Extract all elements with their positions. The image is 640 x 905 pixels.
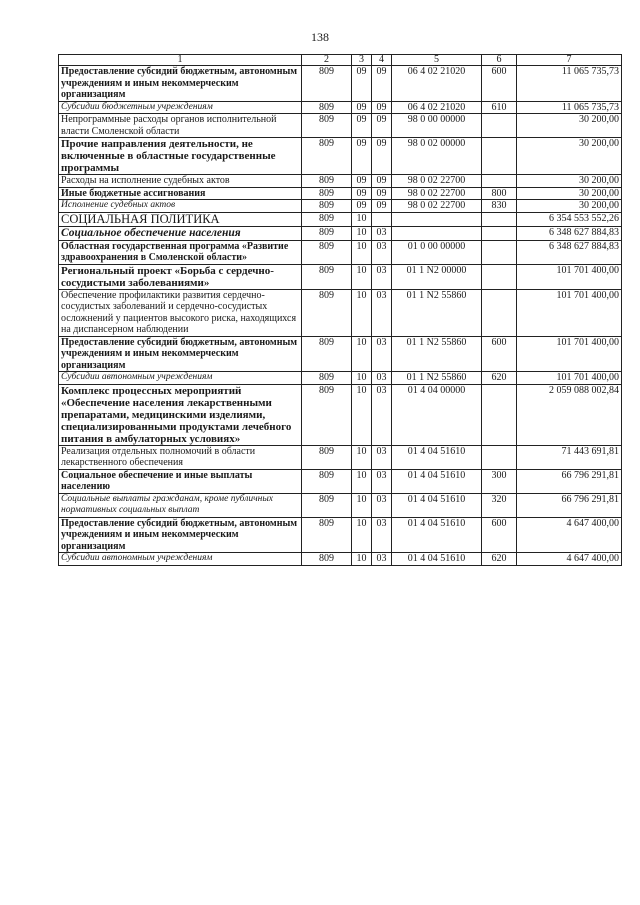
item-name-cell: Комплекс процессных мероприятий «Обеспечение населения лекарственными препаратами, медицинскими изделиями, специализированными продуктами лечебного питания в амбулаторных условиях» (59, 384, 302, 445)
target-article-cell: 01 1 N2 00000 (392, 264, 482, 289)
amount-cell: 66 796 291,81 (517, 493, 622, 517)
ministry-code-cell: 809 (302, 384, 352, 445)
expense-type-cell (482, 445, 517, 469)
table-row (59, 493, 622, 517)
item-name-cell: Обеспечение профилактики развития сердечно-сосудистых заболеваний и сердечно-сосудистых осложнений у пациентов высокого риска, находящихся на диспансерном наблюдении (59, 289, 302, 336)
expense-type-cell: 620 (482, 372, 517, 385)
amount-cell: 101 701 400,00 (517, 336, 622, 372)
ministry-code-cell: 809 (302, 372, 352, 385)
item-name-cell: Прочие направления деятельности, не включенные в областные государственные программы (59, 138, 302, 175)
subsection-code-cell: 09 (372, 114, 392, 138)
expense-type-cell (482, 114, 517, 138)
page-number: 138 (311, 30, 329, 44)
header-cell: 3 (352, 55, 372, 66)
amount-cell: 30 200,00 (517, 175, 622, 188)
section-code-cell: 10 (352, 240, 372, 264)
section-code-cell: 09 (352, 138, 372, 175)
table-row (59, 212, 622, 226)
item-name-cell: Иные бюджетные ассигнования (59, 187, 302, 200)
amount-cell: 4 647 400,00 (517, 553, 622, 566)
item-name-cell: Субсидии бюджетным учреждениям (59, 101, 302, 114)
target-article-cell: 98 0 02 22700 (392, 175, 482, 188)
table-row (59, 553, 622, 566)
section-code-cell: 10 (352, 372, 372, 385)
amount-cell: 30 200,00 (517, 138, 622, 175)
table-row (59, 101, 622, 114)
table-row (59, 384, 622, 445)
ministry-code-cell: 809 (302, 187, 352, 200)
header-row (59, 55, 622, 66)
item-name-cell: Социальное обеспечение и иные выплаты населению (59, 469, 302, 493)
item-name-cell: Социальное обеспечение населения (59, 226, 302, 240)
table-row (59, 469, 622, 493)
ministry-code-cell: 809 (302, 101, 352, 114)
expense-type-cell: 600 (482, 66, 517, 102)
subsection-code-cell: 03 (372, 372, 392, 385)
item-name-cell: Предоставление субсидий бюджетным, автономным учреждениям и иным некоммерческим организациям (59, 336, 302, 372)
table-row (59, 114, 622, 138)
ministry-code-cell: 809 (302, 226, 352, 240)
ministry-code-cell: 809 (302, 469, 352, 493)
section-code-cell: 10 (352, 264, 372, 289)
item-name-cell: Реализация отдельных полномочий в области лекарственного обеспечения (59, 445, 302, 469)
subsection-code-cell: 03 (372, 226, 392, 240)
subsection-code-cell: 03 (372, 264, 392, 289)
amount-cell: 6 348 627 884,83 (517, 240, 622, 264)
header-cell: 6 (482, 55, 517, 66)
subsection-code-cell: 09 (372, 187, 392, 200)
item-name-cell: Областная государственная программа «Развитие здравоохранения в Смоленской области» (59, 240, 302, 264)
section-code-cell: 09 (352, 66, 372, 102)
amount-cell: 4 647 400,00 (517, 517, 622, 553)
item-name-cell: СОЦИАЛЬНАЯ ПОЛИТИКА (59, 212, 302, 226)
target-article-cell: 01 4 04 51610 (392, 493, 482, 517)
amount-cell: 71 443 691,81 (517, 445, 622, 469)
target-article-cell: 01 4 04 00000 (392, 384, 482, 445)
section-code-cell: 10 (352, 289, 372, 336)
section-code-cell: 09 (352, 114, 372, 138)
ministry-code-cell: 809 (302, 240, 352, 264)
ministry-code-cell: 809 (302, 66, 352, 102)
target-article-cell: 01 1 N2 55860 (392, 336, 482, 372)
item-name-cell: Исполнение судебных актов (59, 200, 302, 213)
target-article-cell: 01 1 N2 55860 (392, 289, 482, 336)
expense-type-cell (482, 212, 517, 226)
target-article-cell (392, 226, 482, 240)
ministry-code-cell: 809 (302, 114, 352, 138)
ministry-code-cell: 809 (302, 493, 352, 517)
section-code-cell: 10 (352, 553, 372, 566)
item-name-cell: Расходы на исполнение судебных актов (59, 175, 302, 188)
amount-cell: 6 354 553 552,26 (517, 212, 622, 226)
amount-cell: 30 200,00 (517, 114, 622, 138)
section-code-cell: 10 (352, 336, 372, 372)
section-code-cell: 09 (352, 101, 372, 114)
ministry-code-cell: 809 (302, 517, 352, 553)
header-cell: 7 (517, 55, 622, 66)
table-row (59, 445, 622, 469)
budget-table (58, 54, 622, 566)
item-name-cell: Региональный проект «Борьба с сердечно-сосудистыми заболеваниями» (59, 264, 302, 289)
target-article-cell: 01 4 04 51610 (392, 553, 482, 566)
section-code-cell: 10 (352, 212, 372, 226)
expense-type-cell: 620 (482, 553, 517, 566)
subsection-code-cell: 09 (372, 101, 392, 114)
item-name-cell: Субсидии автономным учреждениям (59, 553, 302, 566)
target-article-cell: 98 0 02 22700 (392, 187, 482, 200)
header-cell: 4 (372, 55, 392, 66)
target-article-cell: 98 0 02 22700 (392, 200, 482, 213)
amount-cell: 6 348 627 884,83 (517, 226, 622, 240)
subsection-code-cell: 03 (372, 553, 392, 566)
section-code-cell: 10 (352, 493, 372, 517)
section-code-cell: 10 (352, 384, 372, 445)
item-name-cell: Социальные выплаты гражданам, кроме публичных нормативных социальных выплат (59, 493, 302, 517)
expense-type-cell: 800 (482, 187, 517, 200)
ministry-code-cell: 809 (302, 138, 352, 175)
table-row (59, 66, 622, 102)
amount-cell: 66 796 291,81 (517, 469, 622, 493)
subsection-code-cell: 03 (372, 469, 392, 493)
subsection-code-cell: 03 (372, 240, 392, 264)
header-cell: 5 (392, 55, 482, 66)
subsection-code-cell: 03 (372, 517, 392, 553)
ministry-code-cell: 809 (302, 264, 352, 289)
expense-type-cell: 320 (482, 493, 517, 517)
subsection-code-cell: 03 (372, 445, 392, 469)
amount-cell: 30 200,00 (517, 187, 622, 200)
target-article-cell: 98 0 02 00000 (392, 138, 482, 175)
ministry-code-cell: 809 (302, 289, 352, 336)
expense-type-cell: 600 (482, 517, 517, 553)
target-article-cell: 06 4 02 21020 (392, 101, 482, 114)
ministry-code-cell: 809 (302, 212, 352, 226)
section-code-cell: 10 (352, 445, 372, 469)
table-row (59, 264, 622, 289)
target-article-cell: 98 0 00 00000 (392, 114, 482, 138)
section-code-cell: 09 (352, 175, 372, 188)
item-name-cell: Предоставление субсидий бюджетным, автономным учреждениям и иным некоммерческим организациям (59, 66, 302, 102)
amount-cell: 101 701 400,00 (517, 372, 622, 385)
table-row (59, 138, 622, 175)
section-code-cell: 09 (352, 187, 372, 200)
ministry-code-cell: 809 (302, 336, 352, 372)
subsection-code-cell (372, 212, 392, 226)
table-row (59, 240, 622, 264)
expense-type-cell: 830 (482, 200, 517, 213)
target-article-cell: 01 4 04 51610 (392, 445, 482, 469)
amount-cell: 11 065 735,73 (517, 101, 622, 114)
header-cell: 1 (59, 55, 302, 66)
expense-type-cell (482, 240, 517, 264)
target-article-cell (392, 212, 482, 226)
subsection-code-cell: 09 (372, 200, 392, 213)
expense-type-cell (482, 226, 517, 240)
subsection-code-cell: 03 (372, 384, 392, 445)
expense-type-cell (482, 138, 517, 175)
target-article-cell: 01 1 N2 55860 (392, 372, 482, 385)
subsection-code-cell: 03 (372, 336, 392, 372)
expense-type-cell (482, 289, 517, 336)
amount-cell: 2 059 088 002,84 (517, 384, 622, 445)
item-name-cell: Предоставление субсидий бюджетным, автономным учреждениям и иным некоммерческим организациям (59, 517, 302, 553)
ministry-code-cell: 809 (302, 175, 352, 188)
amount-cell: 11 065 735,73 (517, 66, 622, 102)
ministry-code-cell: 809 (302, 553, 352, 566)
item-name-cell: Непрограммные расходы органов исполнительной власти Смоленской области (59, 114, 302, 138)
table-row (59, 187, 622, 200)
expense-type-cell: 600 (482, 336, 517, 372)
target-article-cell: 06 4 02 21020 (392, 66, 482, 102)
table-row (59, 226, 622, 240)
section-code-cell: 10 (352, 226, 372, 240)
table-row (59, 372, 622, 385)
amount-cell: 101 701 400,00 (517, 264, 622, 289)
table-row (59, 517, 622, 553)
amount-cell: 101 701 400,00 (517, 289, 622, 336)
amount-cell: 30 200,00 (517, 200, 622, 213)
expense-type-cell (482, 384, 517, 445)
item-name-cell: Субсидии автономным учреждениям (59, 372, 302, 385)
subsection-code-cell: 03 (372, 493, 392, 517)
section-code-cell: 10 (352, 469, 372, 493)
subsection-code-cell: 09 (372, 138, 392, 175)
ministry-code-cell: 809 (302, 445, 352, 469)
section-code-cell: 09 (352, 200, 372, 213)
expense-type-cell: 300 (482, 469, 517, 493)
table-row (59, 200, 622, 213)
table-row (59, 336, 622, 372)
header-cell: 2 (302, 55, 352, 66)
expense-type-cell (482, 264, 517, 289)
subsection-code-cell: 09 (372, 175, 392, 188)
table-row (59, 289, 622, 336)
expense-type-cell: 610 (482, 101, 517, 114)
target-article-cell: 01 0 00 00000 (392, 240, 482, 264)
subsection-code-cell: 09 (372, 66, 392, 102)
target-article-cell: 01 4 04 51610 (392, 517, 482, 553)
expense-type-cell (482, 175, 517, 188)
subsection-code-cell: 03 (372, 289, 392, 336)
target-article-cell: 01 4 04 51610 (392, 469, 482, 493)
table-row (59, 175, 622, 188)
section-code-cell: 10 (352, 517, 372, 553)
ministry-code-cell: 809 (302, 200, 352, 213)
